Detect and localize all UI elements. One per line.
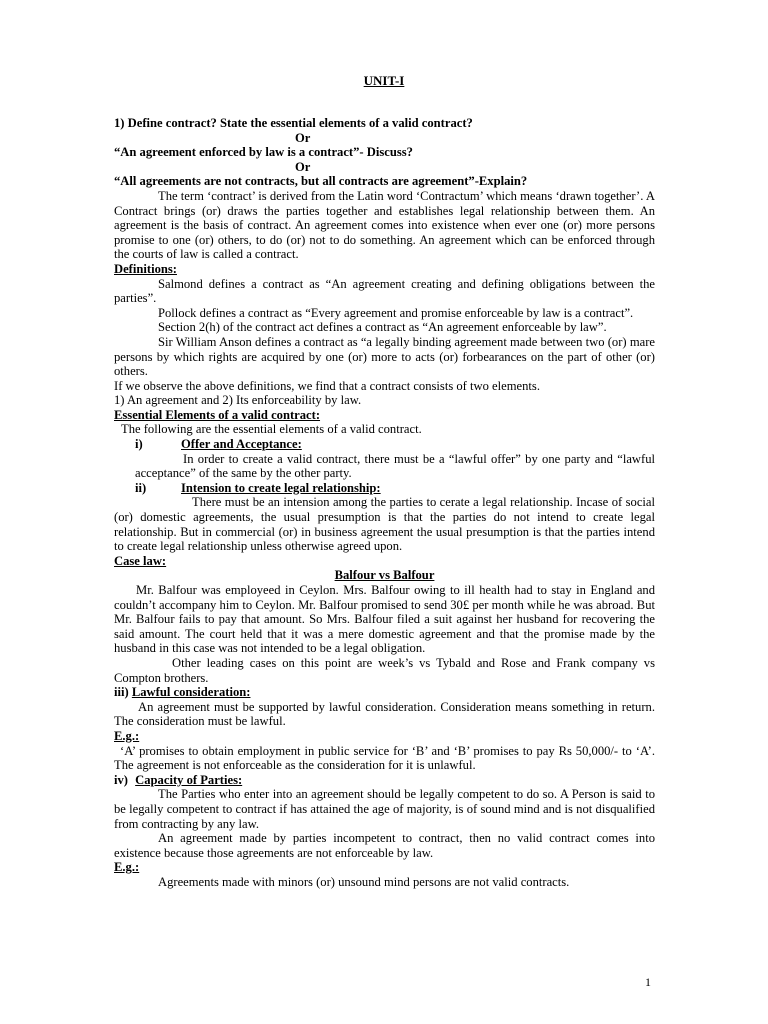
- question-line-1: 1) Define contract? State the essential elements of a valid contract?: [114, 116, 473, 130]
- question-line-2: “An agreement enforced by law is a contract”- Discuss?: [114, 145, 413, 160]
- list-number: ii): [135, 480, 147, 495]
- definition-anson: Sir William Anson defines a contract as “a legally binding agreement made between two (or) mare persons by which rights are acquired by one (or) more to acts (or) forbearances on the part of other (or) others.: [114, 334, 655, 379]
- case-title: Balfour vs Balfour: [334, 568, 435, 583]
- consideration-heading-row: [114, 685, 655, 700]
- case-law-text: Mr. Balfour was employeed in Ceylon. Mrs. Balfour owing to ill health had to stay in England and couldn’t accompany him to Ceylon. Mr. Balfour promised to send 30£ per month while he was abroad. But Mr. Balfour fails to pay that amount. So Mrs. Balfour filed a suit against her husband for recovering the said amount. The court held that it was a mere domestic agreement and that the promise made by the husband in this case was not intended to be a legal obligation.: [114, 583, 655, 656]
- intension-heading: Intension to create legal relationship:: [181, 480, 381, 495]
- offer-acceptance-text: In order to create a valid contract, there must be a “lawful offer” by one party and “lawful acceptance” of the same by the other party.: [135, 451, 655, 481]
- definition-section: Section 2(h) of the contract act defines a contract as “An agreement enforceable by law”.: [158, 320, 607, 335]
- list-number: iv): [114, 772, 128, 787]
- consideration-eg-heading: E.g.:: [114, 728, 140, 743]
- intension-heading-row: [114, 481, 655, 496]
- list-number: i): [135, 437, 143, 452]
- definitions-elements: 1) An agreement and 2) Its enforceability by law.: [114, 393, 362, 408]
- definition-salmond: Salmond defines a contract as “An agreement creating and defining obligations between the parties”.: [114, 276, 655, 306]
- document-body: [114, 116, 655, 889]
- capacity-text-2: An agreement made by parties incompetent to contract, then no valid contract comes into existence because those agreements are not enforceable by law.: [114, 831, 655, 860]
- consideration-text: An agreement must be supported by lawful consideration. Consideration means something in return. The consideration must be lawful.: [114, 699, 655, 729]
- question-or-1: Or: [295, 130, 311, 145]
- essential-elements-intro: The following are the essential elements of a valid contract.: [121, 422, 422, 437]
- consideration-heading: Lawful consideration:: [131, 685, 251, 700]
- capacity-text-1: The Parties who enter into an agreement should be legally competent to do so. A Person is said to be legally competent to contract if has attained the age of majority, is of sound mind and is not disqualified from contracting by any law.: [114, 787, 655, 831]
- capacity-eg-heading: E.g.:: [114, 860, 140, 875]
- definitions-heading: Definitions:: [114, 261, 177, 276]
- capacity-heading-row: [114, 773, 655, 788]
- consideration-eg-text: ‘A’ promises to obtain employment in public service for ‘B’ and ‘B’ promises to pay Rs 50,000/- to ‘A’. The agreement is not enforceable as the consideration for it is unlawful.: [114, 743, 655, 773]
- intro-paragraph: The term ‘contract’ is derived from the Latin word ‘Contractum’ which means ‘drawn together’. A Contract brings (or) draws the parties together and establishes legal relationship between them. An agreement is the basis of contract. An agreement comes into existence when ever one (or) more persons promise to one (or) others, to do (or) not to do something. An agreement which can be enforced through the courts of law is called a contract.: [114, 188, 655, 262]
- list-number: iii): [114, 685, 129, 700]
- offer-acceptance-heading: Offer and Acceptance:: [181, 437, 302, 452]
- page-number: 1: [645, 975, 651, 989]
- offer-acceptance-heading-row: [114, 437, 655, 452]
- definitions-observation: If we observe the above definitions, we find that a contract consists of two elements.: [114, 378, 540, 393]
- case-law-other: Other leading cases on this point are week’s vs Tybald and Rose and Frank company vs Compton brothers.: [114, 655, 655, 685]
- essential-elements-heading: Essential Elements of a valid contract:: [114, 407, 321, 422]
- question-or-2: Or: [295, 159, 311, 174]
- question-line-3: “All agreements are not contracts, but all contracts are agreement”-Explain?: [114, 174, 528, 189]
- definition-pollock: Pollock defines a contract as “Every agreement and promise enforceable by law is a contract”.: [158, 305, 634, 320]
- intension-text: There must be an intension among the parties to cerate a legal relationship. Incase of social (or) domestic agreements, the usual presumption is that the parties do not intend to create legal relationship. But in commercial (or) in business agreement the usual presumption is that the parties intend to create legal relationship unless otherwise agreed upon.: [114, 495, 655, 554]
- capacity-eg-text: Agreements made with minors (or) unsound mind persons are not valid contracts.: [158, 874, 570, 889]
- page-title: UNIT-I: [363, 73, 405, 88]
- capacity-heading: Capacity of Parties:: [135, 772, 243, 787]
- case-law-heading: Case law:: [114, 553, 167, 568]
